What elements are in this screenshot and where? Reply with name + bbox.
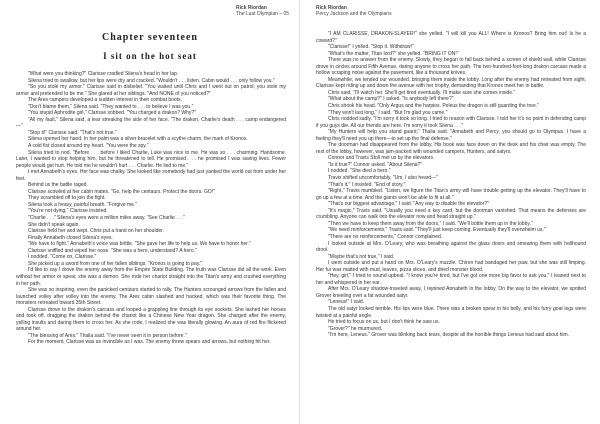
header-series-title: Percy Jackson and the Olympians [316, 11, 392, 17]
paragraph: Silena tried to nod. "Before . . . before I liked Charlie, Luke was nice to me. He was so . . . charming. Handsome. Later, I wanted to stop helping him, but he threatened to tell. He promised . . . he promised I was saving lives. Fewer people would get hurt. He told me he wouldn't hurt . . . Charlie. He lied to me." [16, 149, 286, 169]
paragraph: "Maybe that's not true," I said. [328, 253, 395, 260]
paragraph: "There are no reinforcements," Connor complained. [328, 233, 443, 240]
paragraph: "Don't blame them," Silena said. "They wanted to . . . to believe I was you." [28, 103, 194, 110]
paragraph: "My Hunters will help you stand guard," Thalia said. "Annabeth and Percy, you should go to Olympus. I have a feeling they'll need you up there—to set up the final defense." [316, 129, 586, 142]
paragraph: "Is it true?" Connor asked. "About Silena?" [328, 161, 423, 168]
paragraph: Travis shifted uncomfortably. "Um, I also heard—" [328, 175, 438, 182]
paragraph: They scrambled off to join the fight. [28, 195, 106, 202]
paragraph: She picked up a sword from one of her fallen siblings. "Kronos is going to pay." [28, 260, 203, 267]
paragraph: I looked outside at Mrs. O'Leary, who was breathing against the glass doors and smearing them with hellhound drool. [316, 240, 586, 254]
paragraph: "What about the camp?" I asked. "Is anybody left there?" [328, 96, 454, 103]
paragraph: "I'm here, Leneus." Grover was blinking back tears, despite all the horrible things Leneus had said about him. [328, 332, 570, 339]
paragraph: "I AM CLARISSE, DRAKON-SLAYER!" she yelled. "I will kill you ALL! Where is Kronos? Bring him out! Is he a coward?" [316, 31, 586, 44]
paragraph: "You stupid Aphrodite girl," Clarisse sobbed. "You charged a drakon? Why?" [28, 110, 196, 117]
paragraph: "We have to fight." Annabeth's voice was brittle. "She gave her life to help us. We have to honor her." [28, 241, 251, 248]
paragraph: The doorman had disappeared from the lobby. His book was face down on the desk and his chair was empty. The rest of the lobby, however, was jam-packed with wounded campers, Hunters, and satyrs. [316, 142, 586, 155]
paragraph: She was so inspiring, even the panicked centaurs started to rally. The Hunters scrounged arrows from the fallen and launched volley after volley into the enemy. The Ares cabin slashed and hacked, which was their favorite thing. The monsters retreated toward 35th Street. [16, 287, 286, 307]
chapter-label: Chapter seventeen [102, 32, 198, 43]
paragraph: "You're not dying," Clarisse insisted. [28, 208, 108, 215]
paragraph: Clarisse scowled at her cabin mates. "Go, help the centaurs. Protect the doors. GO!" [28, 188, 215, 195]
paragraph: Meanwhile, we tended our wounded, bringing them inside the lobby. Long after the enemy had retreated from sight, Clarisse kept riding up and down the avenue with her trophy, demanding that Kronos meet her in battle. [316, 76, 586, 90]
paragraph: "That's it," I insisted. "End of story." [328, 181, 406, 188]
right-page-header [316, 5, 392, 17]
paragraph: For the moment, Clarisse was as invincible as I was. The enemy threw spears and arrows, but nothing hit her. [28, 339, 271, 346]
paragraph: There was no answer from the enemy. Slowly, they began to fall back behind a screen of shield wall, while Clarisse drove in circles around Fifth Avenue, daring anyone to cross her path. The two-hundred-foot-long drakon carcass made a hollow scraping noise against the pavement, like a thousand knives. [316, 57, 586, 77]
paragraph: The old satyr looked terrible. His lips were blue. There was a broken spear in his belly, and his furry goat legs were twisted at a painful angle. [316, 305, 586, 319]
header-author: Rick Riordan [236, 5, 267, 11]
paragraph: Finally Annabeth closed Silena's eyes. [28, 234, 113, 241]
paragraph: The Ares campers developed a sudden interest in their combat boots. [28, 97, 182, 104]
paragraph: "Stop it!" Clarisse said. "That's not true." [28, 129, 117, 136]
right-page [300, 0, 600, 424]
paragraph: Clarisse sniffled and wiped her nose. "She was a hero, understand? A hero." [28, 247, 197, 254]
paragraph: He tried to focus on us, but I don't think he saw us. [328, 319, 440, 326]
paragraph: "What were you thinking?" Clarisse cradled Silena's head in her lap. [28, 71, 179, 77]
chapter-title: I sit on the hot seat [103, 51, 197, 61]
paragraph: "Leneus!" I said. [328, 299, 365, 306]
paragraph: Silena took a heavy, painful breath. "Forgive me." [28, 201, 138, 208]
paragraph: "Grover?" he murmured. [328, 325, 383, 332]
paragraph: "We need reinforcements," Travis said. "They'll just keep coming. Eventually they'll overwhelm us." [328, 227, 546, 234]
paragraph: Chris said, "I'll watch her. She'll get tired eventually. I'll make sure she comes inside." [328, 89, 516, 96]
paragraph: "Then we have to keep them away from the doors," I said. "We'll bottle them up in the lobby." [328, 220, 533, 227]
paragraph: "All my fault," Silena said, a tear streaking the side of her face. "The drakon, Charlie's death . . . camp endangered—" [16, 116, 286, 130]
paragraph: I went outside and put a hand on Mrs. O'Leary's muzzle. Chiron had bandaged her paw, but she was still limping. Her fur was matted with mud, leaves, pizza slices, and dried monster blood. [316, 260, 586, 273]
paragraph: I nodded. "She died a hero." [328, 168, 391, 175]
paragraph: "Clarisse!" I yelled. "Stop it. Withdraw!" [328, 44, 414, 51]
paragraph: Clarisse drove to the drakon's carcass and looped a grappling line through its eye sockets. She lashed her horses and took off, dragging the drakon behind the chariot like a Chinese New Year dragon. She charged after the enemy, yelling insults and daring them to cross her. As she rode, I realized she was literally glowing. An aura of red fire flickered around her. [16, 306, 286, 333]
paragraph: Behind us the battle raged. [28, 182, 88, 189]
paragraph: I nodded. "Come on, Clarisse." [28, 254, 97, 261]
header-author: Rick Riordan [316, 5, 347, 11]
paragraph: Chris nodded sadly. "I'm sorry it took so long. I tried to reason with Clarisse. I told her it's no point in defending camp if you guys die. All our friends are here. I'm sorry it took Silena . . ." [316, 116, 586, 129]
paragraph: I met Annabeth's eyes. Her face was chalky. She looked like somebody had just yanked the world out from under her feet. [16, 169, 286, 182]
paragraph: Silena opened her hand. In her palm was a silver bracelet with a scythe charm, the mark of Kronos. [28, 136, 248, 143]
paragraph: After Mrs. O'Leary shadow-traveled away, I rejoined Annabeth in the lobby. On the way to the elevator, we spotted Grover kneeling over a fat wounded satyr. [316, 286, 586, 299]
right-page-body-text [316, 31, 586, 339]
paragraph: Chris shook his head. "Only Argus and the harpies. Peleus the dragon is still guarding the tree." [328, 103, 539, 110]
paragraph: "The blessing of Ares," Thalia said. "I've never seen it in person before." [28, 332, 187, 339]
paragraph: "Right," Travis mumbled. "Listen, we figure the Titan's army will have trouble getting up the elevator. They'll have to go up a few at a time. And the giants won't be able to fit at all." [316, 188, 586, 201]
paragraph: "So you stole my armor." Clarisse said in disbelief. "You waited until Chris and I went out on patrol; you stole my armor and pretended to be me." She glared at her siblings. "And NONE of you noticed?" [16, 84, 286, 97]
paragraph: She didn't speak again. [28, 221, 80, 228]
paragraph: "Hey, girl," I tried to sound upbeat. "I know you're tired, but I've got one more big favor to ask you." I leaned next to her and whispered in her ear. [316, 273, 586, 286]
paragraph: Clarisse held her and wept. Chris put a hand on her shoulder. [28, 228, 164, 235]
paragraph: Silena tried to swallow, but her lips were dry and cracked. "Wouldn't . . . listen. Cabin would . . . only follow you." [28, 77, 275, 84]
paragraph: I'd like to say I drove the enemy away from the Empire State Building. The truth was Clarisse did all the work. Even without her armor or spear, she was a demon. She rode her chariot straight into the Titan's army and crushed everything in her path. [16, 267, 286, 287]
paragraph: "Charlie . . ." Silena's eyes were a million miles away. "See Charlie . . ." [28, 215, 185, 222]
left-page-body-text [16, 71, 286, 346]
left-page-header [236, 5, 289, 17]
paragraph: "They won't last long," I said. "But I'm glad you came." [328, 109, 448, 116]
paragraph: "What's the matter, Titan lord?" she yelled. "BRING IT ON!" [328, 50, 459, 57]
paragraph: "That's our biggest advantage," I said. "Any way to disable the elevator?" [328, 201, 489, 208]
paragraph: "It's magic," Travis said. "Usually you need a key card, but the doorman vanished. That means the defenses are crumbling. Anyone can walk into the elevator now and head straight up." [316, 207, 586, 221]
paragraph: Connor and Travis Stoll met us by the elevators. [328, 155, 435, 162]
paragraph: A cold fist closed around my heart. "You were the spy." [28, 143, 149, 150]
header-book-title: The Last Olympian – 05 [236, 11, 290, 17]
